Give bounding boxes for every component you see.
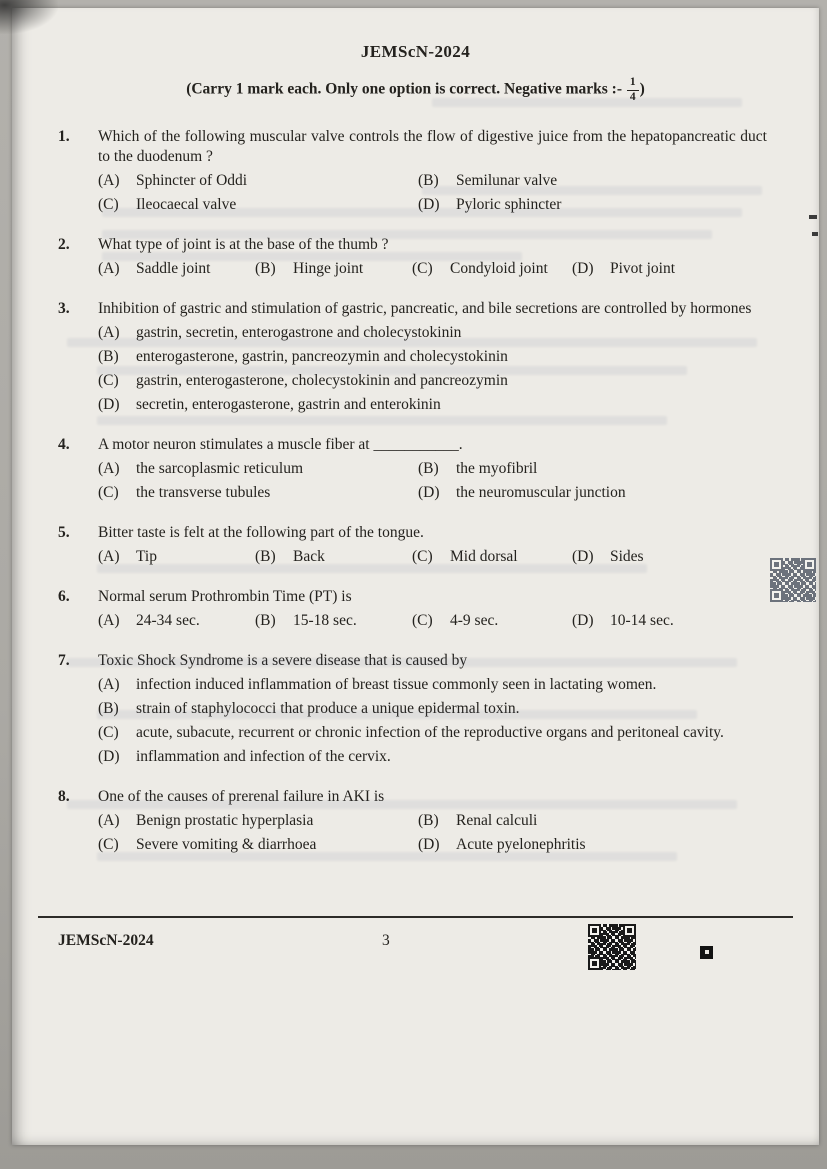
option-label: (D): [418, 196, 440, 213]
option-text: Benign prostatic hyperplasia: [136, 812, 314, 829]
instruction-prefix: (Carry 1 mark each. Only one option is correct. Negative marks :-: [186, 80, 626, 98]
option-text: 24-34 sec.: [136, 612, 200, 629]
option-label: (B): [255, 612, 276, 629]
document-header: [12, 8, 819, 103]
qr-finder-icon: [588, 924, 601, 937]
option-text: Acute pyelonephritis: [456, 836, 586, 853]
question-8: [58, 787, 767, 855]
option-a: [98, 459, 418, 479]
option-text: inflammation and infection of the cervix.: [136, 748, 391, 765]
question-options: [98, 171, 767, 215]
page-footer: [12, 916, 819, 988]
question-text: Bitter taste is felt at the following part of the tongue.: [98, 524, 424, 541]
option-text: enterogasterone, gastrin, pancreozymin and cholecystokinin: [136, 348, 508, 365]
option-c: [98, 195, 418, 215]
option-c: [98, 723, 767, 743]
question-text: Normal serum Prothrombin Time (PT) is: [98, 588, 352, 605]
option-text: the transverse tubules: [136, 484, 271, 501]
question-list: [12, 103, 819, 855]
option-d: [418, 483, 767, 503]
registration-mark-icon: [700, 946, 713, 959]
option-c: [412, 547, 572, 567]
fraction-denominator: 4: [629, 90, 636, 103]
option-a: [98, 611, 255, 631]
option-b: [255, 547, 412, 567]
option-text: Pyloric sphincter: [456, 196, 562, 213]
question-7: [58, 651, 767, 767]
footer-exam-code: JEMScN-2024: [58, 932, 154, 949]
exam-code-title: JEMScN-2024: [360, 42, 471, 61]
qr-code-icon: [770, 558, 816, 602]
option-label: (C): [412, 548, 433, 565]
question-4: [58, 435, 767, 503]
exam-paper-page: [12, 8, 819, 1145]
option-label: (C): [412, 260, 433, 277]
question-text: Toxic Shock Syndrome is a severe disease that is caused by: [98, 652, 468, 669]
option-text: acute, subacute, recurrent or chronic infection of the reproductive organs and peritoneal cavity.: [136, 724, 724, 741]
option-text: the myofibril: [456, 460, 538, 477]
option-b: [418, 171, 767, 191]
option-c: [412, 259, 572, 279]
question-text: A motor neuron stimulates a muscle fiber at ___________.: [98, 436, 463, 453]
option-label: (D): [572, 612, 594, 629]
question-number: 4.: [58, 436, 70, 453]
option-b: [418, 811, 767, 831]
option-d: [572, 547, 767, 567]
question-text: Which of the following muscular valve controls the flow of digestive juice from the hepatopancreatic duct to the duodenum ?: [98, 128, 767, 165]
option-label: (A): [98, 548, 120, 565]
option-text: Saddle joint: [136, 260, 211, 277]
question-number: 7.: [58, 652, 70, 669]
question-options: [98, 323, 767, 415]
option-label: (A): [98, 676, 120, 693]
option-label: (A): [98, 324, 120, 341]
option-label: (A): [98, 260, 120, 277]
question-options: [98, 811, 767, 855]
option-label: (D): [572, 548, 594, 565]
option-text: the sarcoplasmic reticulum: [136, 460, 303, 477]
option-label: (B): [98, 700, 119, 717]
option-b: [418, 459, 767, 479]
option-label: (C): [98, 372, 119, 389]
option-text: 10-14 sec.: [610, 612, 674, 629]
option-label: (D): [418, 836, 440, 853]
option-d: [98, 747, 767, 767]
option-text: Hinge joint: [293, 260, 364, 277]
option-text: Condyloid joint: [450, 260, 548, 277]
option-c: [98, 371, 767, 391]
question-2: [58, 235, 767, 279]
instruction-suffix: ): [639, 80, 645, 98]
option-label: (B): [418, 172, 439, 189]
question-number: 3.: [58, 300, 70, 317]
option-label: (B): [418, 812, 439, 829]
option-a: [98, 811, 418, 831]
option-text: 4-9 sec.: [450, 612, 499, 629]
option-d: [572, 611, 767, 631]
option-label: (B): [98, 348, 119, 365]
option-label: (A): [98, 812, 120, 829]
option-label: (C): [98, 836, 119, 853]
option-text: Sphincter of Oddi: [136, 172, 248, 189]
fraction-numerator: 1: [627, 77, 639, 91]
qr-finder-icon: [623, 924, 636, 937]
option-text: the neuromuscular junction: [456, 484, 626, 501]
question-number: 2.: [58, 236, 70, 253]
option-text: strain of staphylococci that produce a unique epidermal toxin.: [136, 700, 520, 717]
option-b: [98, 699, 767, 719]
option-c: [412, 611, 572, 631]
option-label: (A): [98, 460, 120, 477]
option-d: [418, 835, 767, 855]
option-a: [98, 171, 418, 191]
option-text: Mid dorsal: [450, 548, 518, 565]
option-text: Ileocaecal valve: [136, 196, 237, 213]
option-b: [98, 347, 767, 367]
scan-edge-artifact: [809, 215, 817, 219]
option-label: (A): [98, 612, 120, 629]
option-text: gastrin, enterogasterone, cholecystokinin and pancreozymin: [136, 372, 508, 389]
option-label: (D): [98, 748, 120, 765]
option-b: [255, 611, 412, 631]
marking-instruction: [12, 77, 819, 103]
option-text: Back: [293, 548, 325, 565]
qr-finder-icon: [770, 558, 783, 571]
question-number: 5.: [58, 524, 70, 541]
question-6: [58, 587, 767, 631]
option-text: 15-18 sec.: [293, 612, 357, 629]
option-text: Pivot joint: [610, 260, 676, 277]
option-label: (D): [572, 260, 594, 277]
option-a: [98, 323, 767, 343]
question-options: [98, 675, 767, 767]
scan-edge-artifact: [812, 232, 818, 236]
question-number: 8.: [58, 788, 70, 805]
question-number: 1.: [58, 128, 70, 145]
question-1: [58, 127, 767, 215]
question-options: [98, 547, 767, 567]
qr-finder-icon: [770, 589, 783, 602]
question-text: Inhibition of gastric and stimulation of gastric, pancreatic, and bile secretions are controlled by hormones: [98, 300, 752, 317]
footer-page-number: 3: [382, 932, 390, 949]
question-options: [98, 459, 767, 503]
option-a: [98, 675, 767, 695]
option-text: Severe vomiting & diarrhoea: [136, 836, 317, 853]
qr-code-icon: [588, 924, 636, 970]
option-label: (D): [98, 396, 120, 413]
footer-divider: [38, 916, 793, 918]
option-a: [98, 547, 255, 567]
option-d: [418, 195, 767, 215]
option-label: (C): [412, 612, 433, 629]
option-c: [98, 835, 418, 855]
option-a: [98, 259, 255, 279]
option-b: [255, 259, 412, 279]
option-text: secretin, enterogasterone, gastrin and enterokinin: [136, 396, 441, 413]
option-label: (D): [418, 484, 440, 501]
negative-mark-fraction: [627, 77, 639, 103]
qr-finder-icon: [588, 957, 601, 970]
option-label: (C): [98, 196, 119, 213]
question-options: [98, 259, 767, 279]
option-text: Sides: [610, 548, 644, 565]
qr-finder-icon: [803, 558, 816, 571]
question-options: [98, 611, 767, 631]
option-label: (C): [98, 724, 119, 741]
question-number: 6.: [58, 588, 70, 605]
option-c: [98, 483, 418, 503]
option-text: gastrin, secretin, enterogastrone and cholecystokinin: [136, 324, 462, 341]
option-d: [572, 259, 767, 279]
option-text: Renal calculi: [456, 812, 538, 829]
option-label: (B): [255, 260, 276, 277]
option-text: infection induced inflammation of breast tissue commonly seen in lactating women.: [136, 676, 657, 693]
option-label: (C): [98, 484, 119, 501]
question-text: One of the causes of prerenal failure in AKI is: [98, 788, 385, 805]
question-text: What type of joint is at the base of the thumb ?: [98, 236, 389, 253]
option-text: Semilunar valve: [456, 172, 558, 189]
option-d: [98, 395, 767, 415]
option-label: (A): [98, 172, 120, 189]
question-5: [58, 523, 767, 567]
option-text: Tip: [136, 548, 157, 565]
option-label: (B): [418, 460, 439, 477]
question-3: [58, 299, 767, 415]
option-label: (B): [255, 548, 276, 565]
